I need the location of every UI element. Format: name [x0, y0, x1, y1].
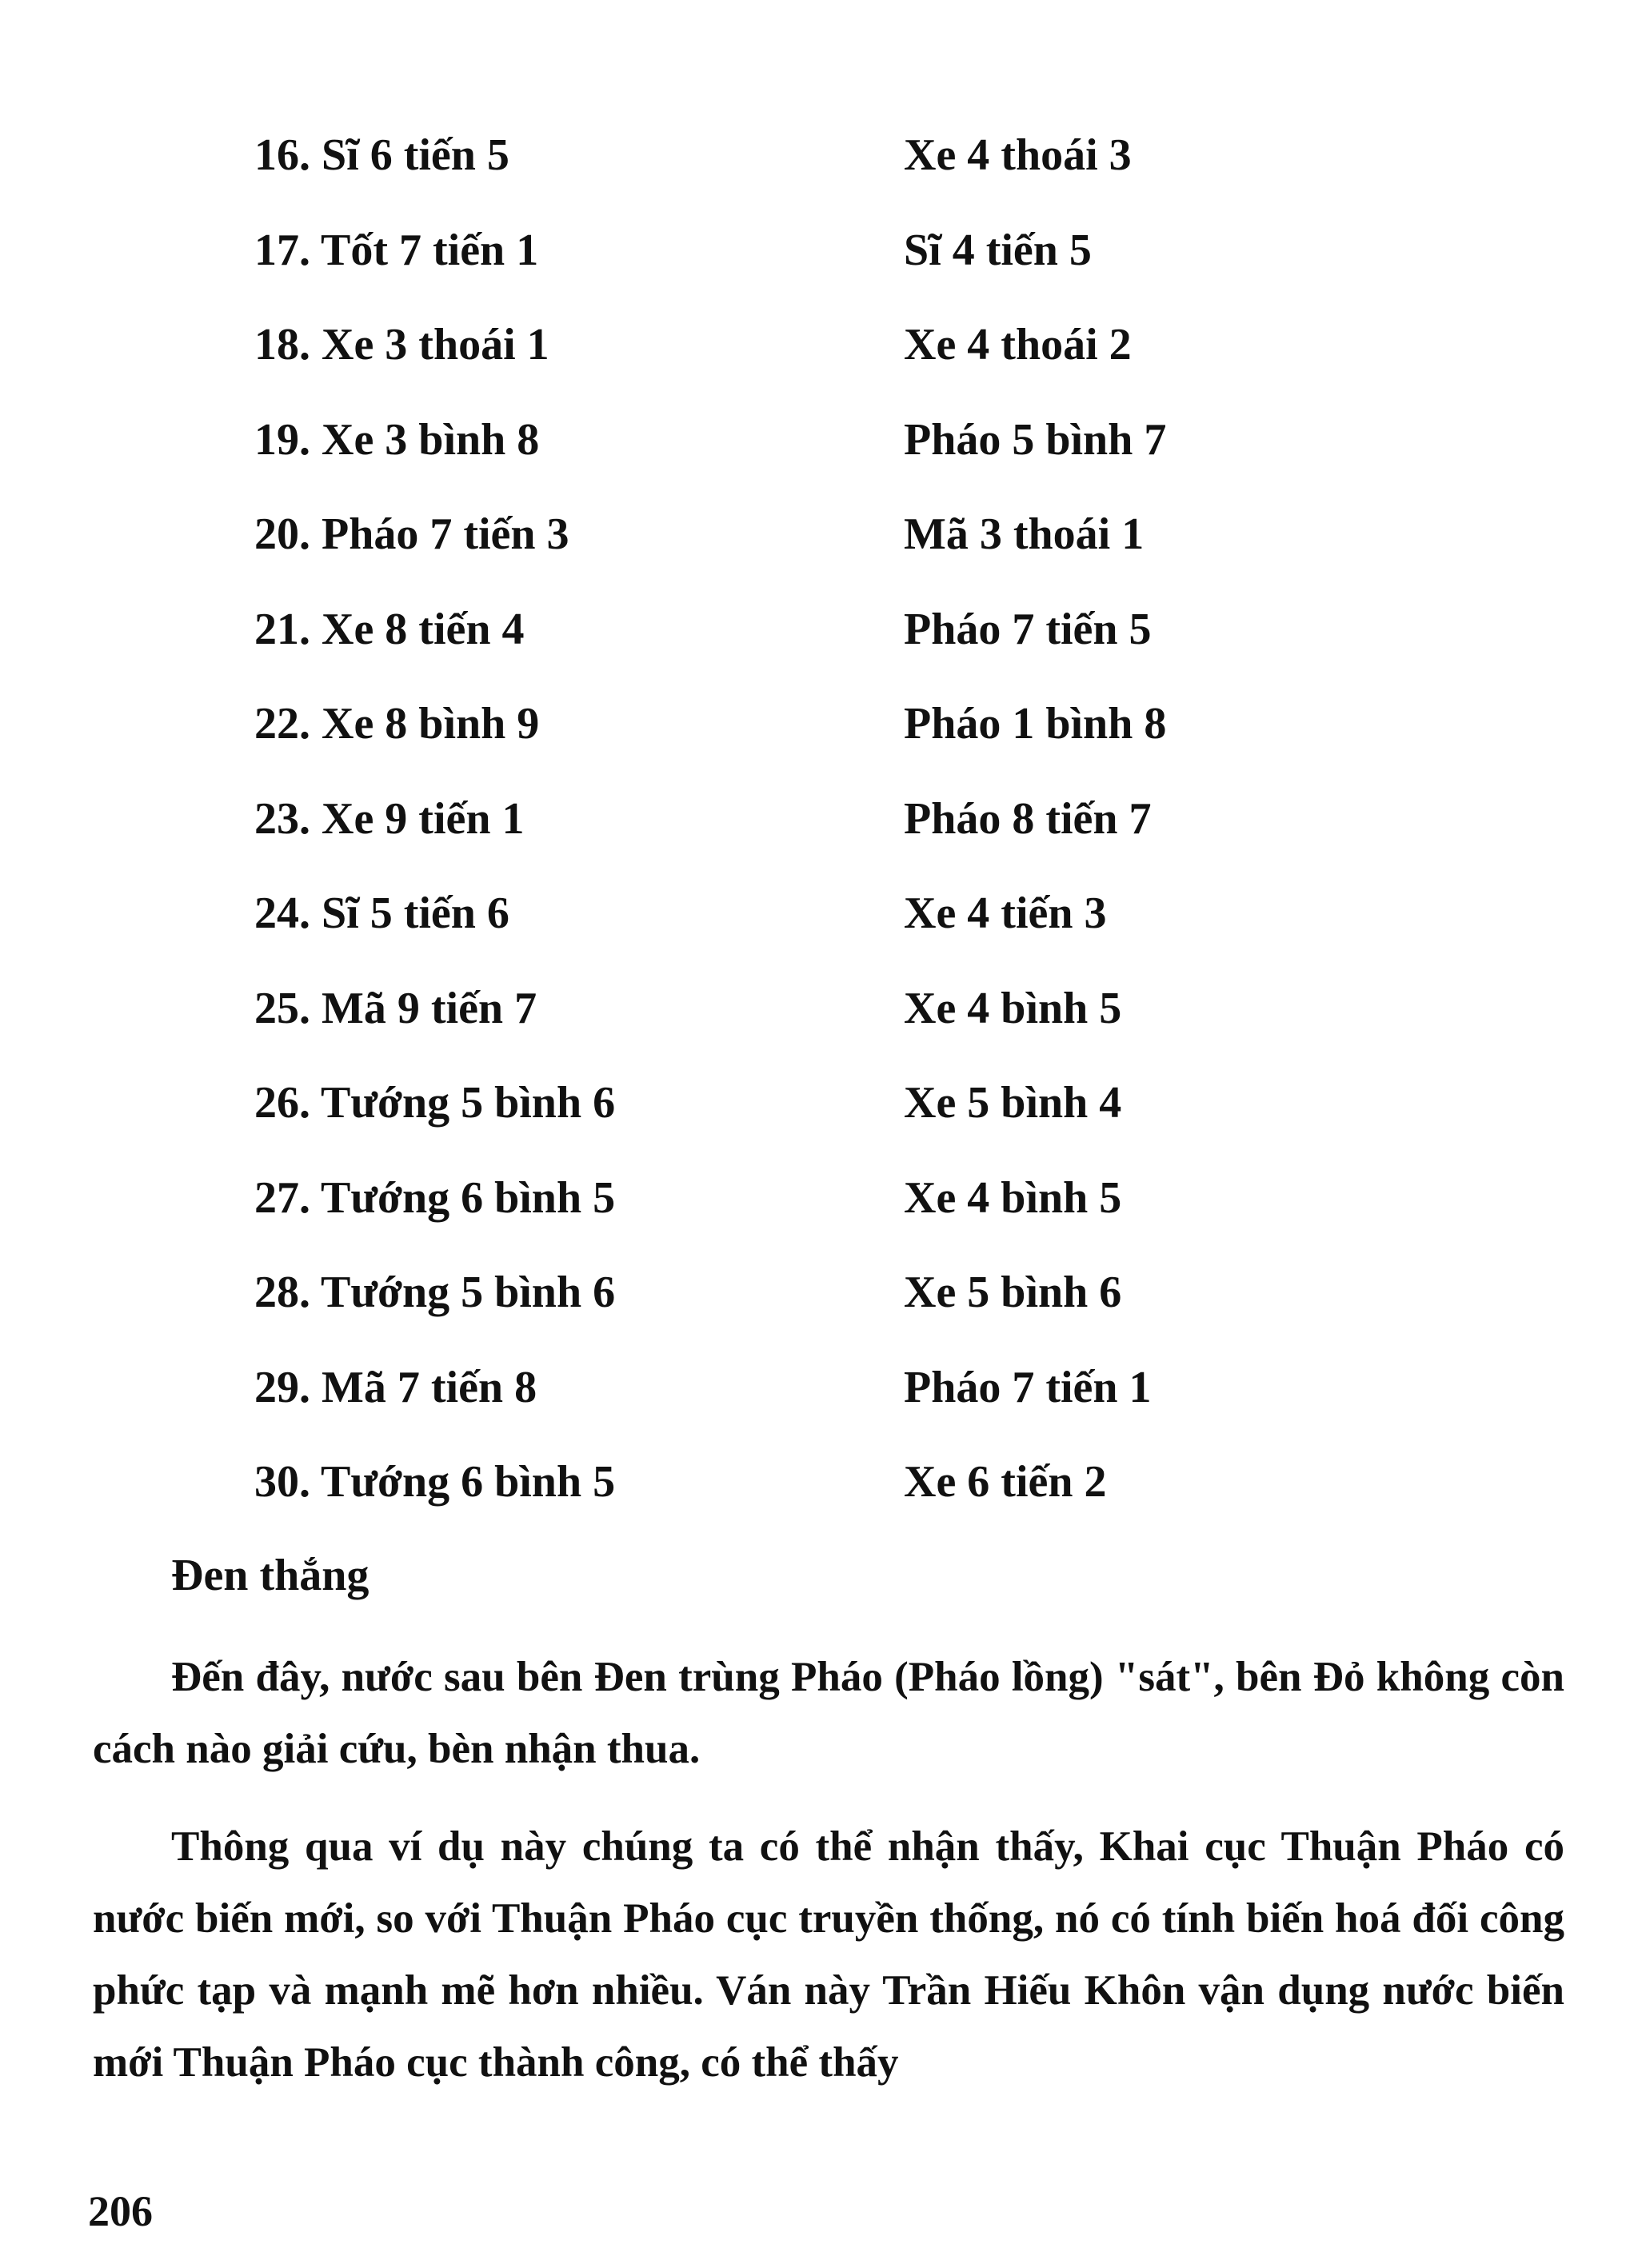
red-move: 18. Xe 3 thoái 1 [254, 320, 549, 369]
black-move: Xe 4 bình 5 [904, 983, 1122, 1033]
move-row [254, 876, 1454, 972]
move-row [254, 972, 1454, 1067]
red-move: 29. Mã 7 tiến 8 [254, 1362, 537, 1412]
black-move: Xe 4 thoái 3 [904, 130, 1132, 180]
red-move: 30. Tướng 6 bình 5 [254, 1457, 616, 1507]
paragraph-conclusion: Đến đây, nước sau bên Đen trùng Pháo (Pháo lồng) "sát", bên Đỏ không còn cách nào giải cứu, bèn nhận thua. [93, 1654, 1564, 1772]
red-move: 20. Pháo 7 tiến 3 [254, 509, 569, 559]
move-list [254, 118, 1454, 1540]
move-row [254, 1066, 1454, 1161]
red-move: 16. Sĩ 6 tiến 5 [254, 130, 509, 180]
move-row [254, 497, 1454, 593]
red-move: 24. Sĩ 5 tiến 6 [254, 888, 509, 938]
move-row [254, 308, 1454, 403]
red-move: 19. Xe 3 bình 8 [254, 414, 540, 465]
black-move: Xe 4 thoái 2 [904, 320, 1132, 369]
move-row [254, 1445, 1454, 1540]
black-move: Pháo 5 bình 7 [904, 414, 1167, 465]
red-move: 23. Xe 9 tiến 1 [254, 793, 525, 844]
move-row [254, 403, 1454, 498]
move-row [254, 593, 1454, 688]
red-move: 25. Mã 9 tiến 7 [254, 983, 537, 1033]
black-move: Pháo 1 bình 8 [904, 699, 1167, 749]
move-row [254, 782, 1454, 877]
move-row [254, 1161, 1454, 1256]
move-row [254, 1256, 1454, 1351]
game-result: Đen thắng [171, 1551, 370, 1600]
move-row [254, 1351, 1454, 1446]
red-move: 21. Xe 8 tiến 4 [254, 604, 525, 654]
move-row [254, 118, 1454, 214]
black-move: Sĩ 4 tiến 5 [904, 225, 1092, 275]
move-row [254, 687, 1454, 782]
black-move: Xe 6 tiến 2 [904, 1457, 1107, 1507]
black-move: Xe 5 bình 4 [904, 1078, 1122, 1128]
red-move: 26. Tướng 5 bình 6 [254, 1078, 616, 1128]
black-move: Mã 3 thoái 1 [904, 509, 1145, 559]
page-number: 206 [88, 2187, 153, 2235]
black-move: Pháo 7 tiến 5 [904, 604, 1152, 654]
red-move: 28. Tướng 5 bình 6 [254, 1268, 616, 1317]
black-move: Xe 4 bình 5 [904, 1172, 1122, 1223]
red-move: 22. Xe 8 bình 9 [254, 699, 540, 749]
black-move: Xe 4 tiến 3 [904, 888, 1107, 938]
red-move: 27. Tướng 6 bình 5 [254, 1172, 616, 1223]
red-move: 17. Tốt 7 tiến 1 [254, 225, 539, 275]
move-row [254, 214, 1454, 309]
paragraph-analysis: Thông qua ví dụ này chúng ta có thể nhận thấy, Khai cục Thuận Pháo có nước biến mới, so với Thuận Pháo cục truyền thống, nó có tính biến hoá đối công phức tạp và mạnh mẽ hơn nhiều. Ván này Trần Hiếu Khôn vận dụng nước biến mới Thuận Pháo cục thành công, có thể thấy [93, 1823, 1564, 2086]
black-move: Xe 5 bình 6 [904, 1268, 1122, 1317]
black-move: Pháo 7 tiến 1 [904, 1362, 1152, 1412]
black-move: Pháo 8 tiến 7 [904, 793, 1152, 844]
